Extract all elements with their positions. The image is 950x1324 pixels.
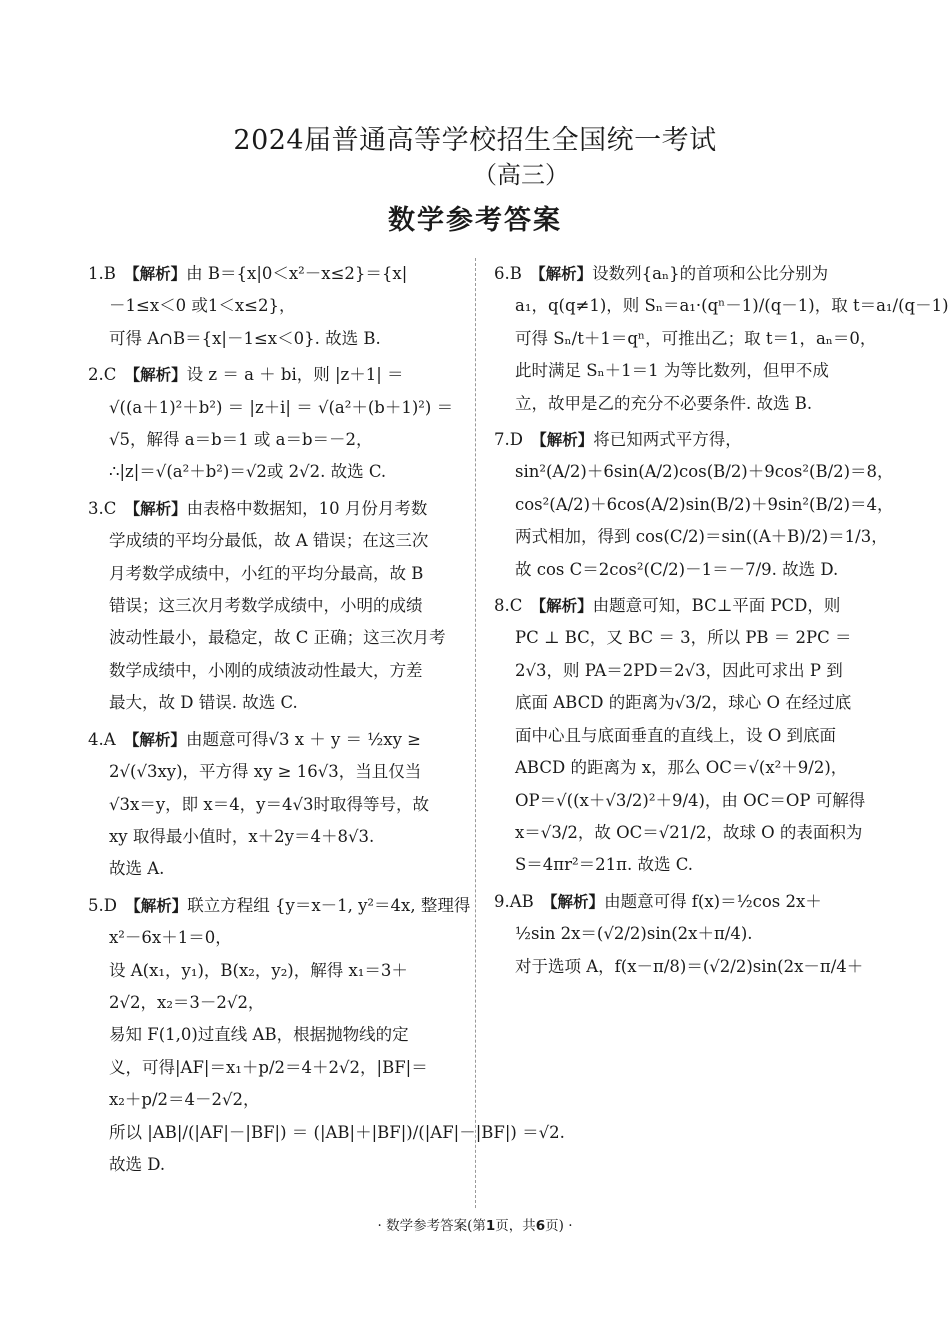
- answer-line: [494, 456, 894, 488]
- answer-line: [494, 785, 866, 817]
- answer-text: 联立方程组 {y＝x－1, y²＝4x, 整理得: [187, 895, 471, 915]
- analysis-tag: 【解析】: [124, 265, 187, 283]
- answer-line: [88, 392, 460, 424]
- analysis-tag: 【解析】: [124, 499, 187, 518]
- answer-text: 由题意可得√3 x ＋ y ＝ ½xy ≥: [185, 729, 421, 749]
- answer-line: [88, 821, 460, 853]
- answer-line: [88, 789, 460, 821]
- answer-line: [88, 323, 460, 355]
- answer-text: a₁，q(q≠1)，则 Sₙ＝a₁·(qⁿ－1)/(q－1)，取 t＝a₁/(q－1): [515, 296, 949, 316]
- answer-text: ABCD 的距离为 x，那么 OC＝√(x²＋9/2)，: [515, 758, 848, 778]
- answer-text: 将已知两式平方得，: [593, 430, 742, 450]
- answer-line: [494, 817, 866, 849]
- answer-line: [88, 1019, 460, 1051]
- answer-line: [88, 590, 460, 622]
- answer-number: 3.C: [88, 498, 117, 518]
- answer-text: 设 A(x₁，y₁)，B(x₂，y₂)，解得 x₁＝3＋: [109, 960, 408, 980]
- answer-number: 6.B: [494, 264, 522, 283]
- answer-text: 可得 Sₙ/t＋1＝qⁿ，可推出乙；取 t＝1，aₙ＝0，: [515, 328, 877, 348]
- answer-text: OP＝√((x＋√3/2)²＋9/4)，由 OC＝OP 可解得: [515, 790, 866, 810]
- footer-suffix: 页) ·: [545, 1218, 573, 1234]
- answer-text: 易知 F(1,0)过直线 AB，根据抛物线的定: [109, 1025, 409, 1045]
- answer-text: 由题意可得 f(x)＝½cos 2x＋: [604, 891, 822, 911]
- answer-text: 波动性最小，最稳定，故 C 正确；这三次月考: [109, 628, 446, 648]
- answer-text: x₂＋p/2＝4－2√2，: [109, 1090, 260, 1110]
- answer-text: 所以 |AB|/(|AF|－|BF|) ＝ (|AB|＋|BF|)/(|AF|－|BF|) ＝√2.: [109, 1122, 565, 1142]
- answer-text: 2√(√3xy)，平方得 xy ≥ 16√3，当且仅当: [109, 762, 422, 782]
- answer-line: [88, 622, 460, 654]
- exam-title: 2024届普通高等学校招生全国统一考试: [233, 125, 717, 156]
- answer-text: 两式相加，得到 cos(C/2)＝sin((A＋B)/2)＝1/3，: [515, 527, 888, 547]
- answer-line: [494, 355, 866, 387]
- answer-text: －1≤x＜0 或1＜x≤2}，: [109, 296, 296, 316]
- page-footer: [0, 1214, 950, 1234]
- answer-line: [88, 424, 460, 456]
- answer-line: [494, 752, 866, 784]
- answer-text: 数学成绩中，小刚的成绩波动性最大，方差: [109, 660, 423, 680]
- answer-number: 9.AB: [494, 891, 534, 911]
- answer-line: [88, 987, 460, 1019]
- answer-number: 7.D: [494, 430, 523, 450]
- answer-text: 底面 ABCD 的距离为√3/2，球心 O 在经过底: [515, 693, 852, 713]
- answer-line: [88, 922, 460, 954]
- footer-total-pages: 6: [535, 1218, 546, 1234]
- answer-line: [494, 622, 866, 654]
- analysis-tag: 【解析】: [530, 265, 593, 283]
- answer-item-q9: [494, 886, 866, 983]
- answer-item-q1: [88, 258, 460, 355]
- answer-line: [88, 1149, 460, 1181]
- answer-item-q3: [88, 493, 460, 720]
- answer-line: [494, 590, 866, 622]
- footer-page-number: 1: [485, 1218, 496, 1234]
- answer-line: [88, 687, 460, 719]
- answer-line: [88, 1084, 460, 1116]
- answer-number: 4.A: [88, 729, 116, 749]
- answer-line: [494, 655, 866, 687]
- answer-item-q6: [494, 258, 949, 420]
- analysis-tag: 【解析】: [542, 892, 605, 911]
- answer-text: 由表格中数据知，10 月份月考数: [186, 498, 428, 518]
- answer-text: 由题意可知，BC⊥平面 PCD，则: [592, 596, 841, 616]
- answer-line: [88, 955, 460, 987]
- answer-text: 可得 A∩B＝{x|－1≤x＜0}. 故选 B.: [109, 328, 381, 348]
- exam-subtitle: （高三）: [473, 161, 569, 189]
- answer-line: [494, 489, 894, 521]
- answer-item-q2: [88, 359, 460, 489]
- answer-line: [494, 951, 866, 983]
- answer-text: 错误；这三次月考数学成绩中，小明的成绩: [109, 596, 423, 616]
- right-column: [494, 258, 949, 987]
- answer-number: 2.C: [88, 365, 117, 385]
- answer-line: [88, 1117, 565, 1149]
- answer-text: 由 B＝{x|0＜x²－x≤2}＝{x|: [186, 264, 408, 283]
- answer-text: PC ⊥ BC，又 BC ＝ 3，所以 PB ＝ 2PC ＝: [515, 628, 852, 648]
- answer-heading: 数学参考答案: [388, 205, 562, 236]
- answer-line: [494, 720, 866, 752]
- answer-text: 立，故甲是乙的充分不必要条件. 故选 B.: [515, 393, 813, 413]
- answer-item-q4: [88, 724, 460, 886]
- answer-text: 故选 A.: [109, 859, 165, 879]
- answer-text: ½sin 2x＝(√2/2)sin(2x＋π/4).: [515, 924, 753, 944]
- answer-text: 义，可得|AF|＝x₁＋p/2＝4＋2√2，|BF|＝: [109, 1057, 428, 1077]
- answer-text: 面中心且与底面垂直的直线上，设 O 到底面: [515, 725, 837, 745]
- analysis-tag: 【解析】: [123, 730, 186, 749]
- answer-text: 月考数学成绩中，小红的平均分最高，故 B: [109, 563, 424, 583]
- answer-line: [88, 558, 460, 590]
- answer-line: [88, 456, 460, 488]
- answer-text: 故选 D.: [109, 1154, 166, 1174]
- analysis-tag: 【解析】: [531, 431, 594, 450]
- analysis-tag: 【解析】: [124, 366, 187, 385]
- answer-line: [494, 388, 866, 420]
- answer-line: [494, 886, 866, 918]
- answer-line: [494, 424, 866, 456]
- column-divider: [475, 258, 476, 1208]
- answer-line: [494, 554, 866, 586]
- answer-line: [88, 1052, 460, 1084]
- answer-text: 学成绩的平均分最低，故 A 错误；在这三次: [109, 531, 429, 551]
- answer-text: x＝√3/2，故 OC＝√21/2，故球 O 的表面积为: [515, 822, 863, 842]
- answer-line: [494, 687, 866, 719]
- answer-line: [88, 890, 471, 922]
- answer-number: 5.D: [88, 895, 117, 915]
- answer-text: x²－6x＋1＝0，: [109, 928, 232, 948]
- answer-line: [494, 849, 866, 881]
- answer-number: 8.C: [494, 596, 523, 616]
- answer-text: S＝4πr²＝21π. 故选 C.: [515, 855, 694, 875]
- analysis-tag: 【解析】: [125, 896, 188, 915]
- answer-line: [88, 359, 460, 391]
- answer-line: [88, 724, 460, 756]
- answer-item-q7: [494, 424, 894, 586]
- answer-line: [494, 323, 877, 355]
- answer-item-q8: [494, 590, 866, 882]
- footer-middle: 页，共: [495, 1218, 536, 1234]
- answer-text: cos²(A/2)＋6cos(A/2)sin(B/2)＋9sin²(B/2)＝4，: [515, 494, 894, 514]
- answer-line: [88, 525, 460, 557]
- answer-text: √((a＋1)²＋b²) ＝ |z＋i| ＝ √(a²＋(b＋1)²) ＝: [109, 397, 454, 417]
- answer-text: ∴|z|＝√(a²＋b²)＝√2或 2√2. 故选 C.: [109, 462, 387, 482]
- answer-line: [494, 918, 866, 950]
- answer-text: √3x＝y，即 x＝4，y＝4√3时取得等号，故: [109, 794, 430, 814]
- answer-text: 最大，故 D 错误. 故选 C.: [109, 693, 298, 713]
- answer-text: 2√3，则 PA＝2PD＝2√3，因此可求出 P 到: [515, 660, 843, 680]
- answer-line: [494, 521, 888, 553]
- answer-line: [88, 853, 460, 885]
- answer-text: sin²(A/2)＋6sin(A/2)cos(B/2)＋9cos²(B/2)＝8，: [515, 462, 894, 482]
- answer-text: √5，解得 a＝b＝1 或 a＝b＝－2，: [109, 430, 373, 450]
- answer-text: 设 z ＝ a ＋ bi，则 |z＋1| ＝: [186, 365, 404, 385]
- answer-line: [88, 290, 460, 322]
- answer-text: 此时满足 Sₙ＋1＝1 为等比数列，但甲不成: [515, 361, 829, 381]
- answer-line: [88, 493, 460, 525]
- answer-line: [88, 756, 460, 788]
- answer-text: xy 取得最小值时，x＋2y＝4＋8√3.: [109, 826, 375, 846]
- answer-line: [88, 258, 460, 290]
- answer-text: 故 cos C＝2cos²(C/2)－1＝－7/9. 故选 D.: [515, 559, 839, 579]
- answer-text: 设数列{aₙ}的首项和公比分别为: [592, 264, 829, 283]
- answer-text: 对于选项 A，f(x－π/8)＝(√2/2)sin(2x－π/4＋: [515, 956, 864, 976]
- answer-line: [494, 258, 866, 290]
- answer-line: [88, 655, 460, 687]
- footer-prefix: · 数学参考答案(第: [377, 1218, 486, 1234]
- answer-text: 2√2，x₂＝3－2√2，: [109, 992, 265, 1012]
- answer-number: 1.B: [88, 264, 116, 283]
- answer-line: [494, 290, 949, 322]
- analysis-tag: 【解析】: [530, 597, 593, 616]
